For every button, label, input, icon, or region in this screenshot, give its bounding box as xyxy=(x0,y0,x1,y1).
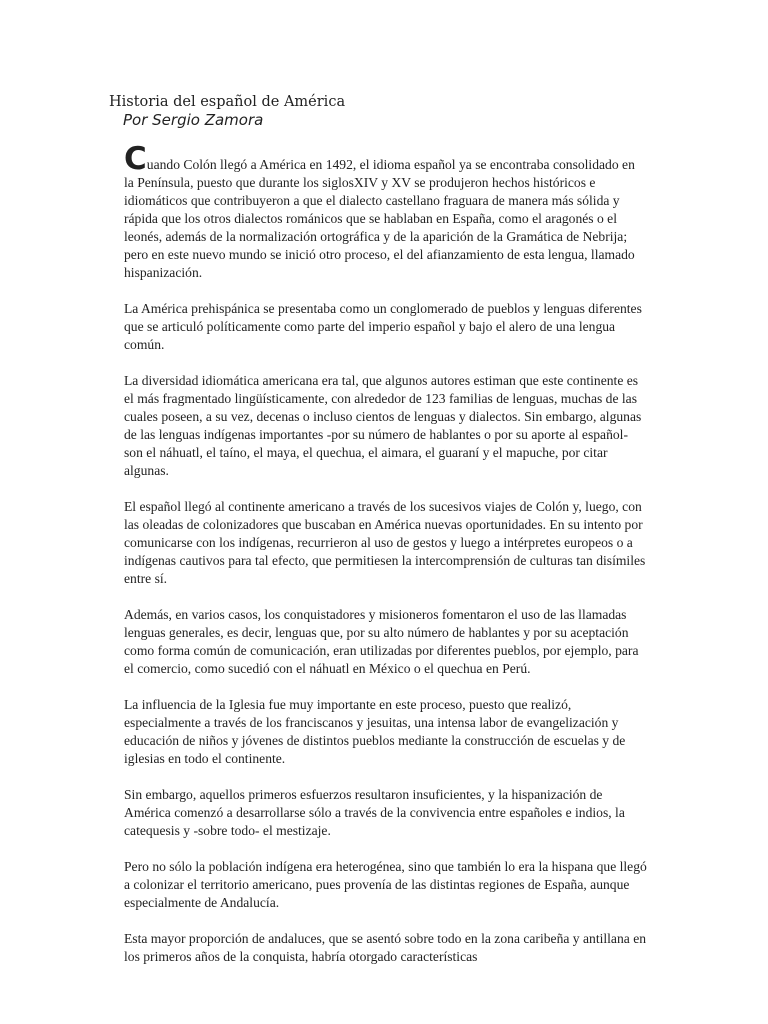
paragraph-3: La diversidad idiomática americana era tal, que algunos autores estiman que este continente es el más fragmentado lingüísticamente, con alrededor de 123 familias de lenguas, muchas de las cuales poseen, a su vez, decenas o incluso cientos de lenguas y dialectos. Sin embargo, algunas de las lenguas indígenas importantes -por su número de hablantes o por su aporte al español- son el náhuatl, el taíno, el maya, el quechua, el aimara, el guaraní y el mapuche, por citar algunas. xyxy=(124,373,642,478)
document-author: Por Sergio Zamora xyxy=(123,111,264,129)
paragraph-6: La influencia de la Iglesia fue muy importante en este proceso, puesto que realizó, especialmente a través de los franciscanos y jesuitas, una intensa labor de evangelización y educación de niños y jóvenes de distintos pueblos mediante la construcción de escuelas y de iglesias en todo el continente. xyxy=(124,697,626,766)
paragraph-1-text: uando Colón llegó a América en 1492, el idioma español ya se encontraba consolidado en la Península, puesto que durante los siglosXIV y XV se produjeron hechos históricos e idiomáticos que contribuyeron a que el dialecto castellano fraguara de manera más sólida y rápida que los otros dialectos románicos que se hablaban en España, como el aragonés o el leonés, además de la normalización ortográfica y de la aparición de la Gramática de Nebrija; pero en este nuevo mundo se inició otro proceso, el del afianzamiento de esta lengua, llamado hispanización. xyxy=(124,157,635,280)
paragraph-8: Pero no sólo la población indígena era heterogénea, sino que también lo era la hispana que llegó a colonizar el territorio americano, pues provenía de las distintas regiones de España, aunque especialmente de Andalucía. xyxy=(124,859,647,910)
paragraph-2: La América prehispánica se presentaba como un conglomerado de pueblos y lenguas diferentes que se articuló políticamente como parte del imperio español y bajo el alero de una lengua común. xyxy=(124,301,642,352)
paragraph-5: Además, en varios casos, los conquistadores y misioneros fomentaron el uso de las llamadas lenguas generales, es decir, lenguas que, por su alto número de hablantes y por su aceptación como forma común de comunicación, eran utilizadas por diferentes pueblos, por ejemplo, para el comercio, como sucedió con el náhuatl en México o el quechua en Perú. xyxy=(124,607,639,676)
paragraph-7: Sin embargo, aquellos primeros esfuerzos resultaron insuficientes, y la hispanización de América comenzó a desarrollarse sólo a través de la convivencia entre españoles e indios, la catequesis y -sobre todo- el mestizaje. xyxy=(124,787,625,838)
paragraph-4: El español llegó al continente americano a través de los sucesivos viajes de Colón y, luego, con las oleadas de colonizadores que buscaban en América nuevas oportunidades. En su intento por comunicarse con los indígenas, recurrieron al uso de gestos y luego a intérpretes europeos o a indígenas cautivos para tal efecto, que permitiesen la intercomprensión de culturas tan disímiles entre sí. xyxy=(124,499,646,586)
paragraph-9: Esta mayor proporción de andaluces, que se asentó sobre todo en la zona caribeña y antillana en los primeros años de la conquista, habría otorgado características xyxy=(124,931,647,964)
document-title: Historia del español de América xyxy=(109,94,346,110)
drop-cap: C xyxy=(124,141,147,177)
document-body xyxy=(124,141,648,984)
paragraph-1 xyxy=(124,141,648,282)
